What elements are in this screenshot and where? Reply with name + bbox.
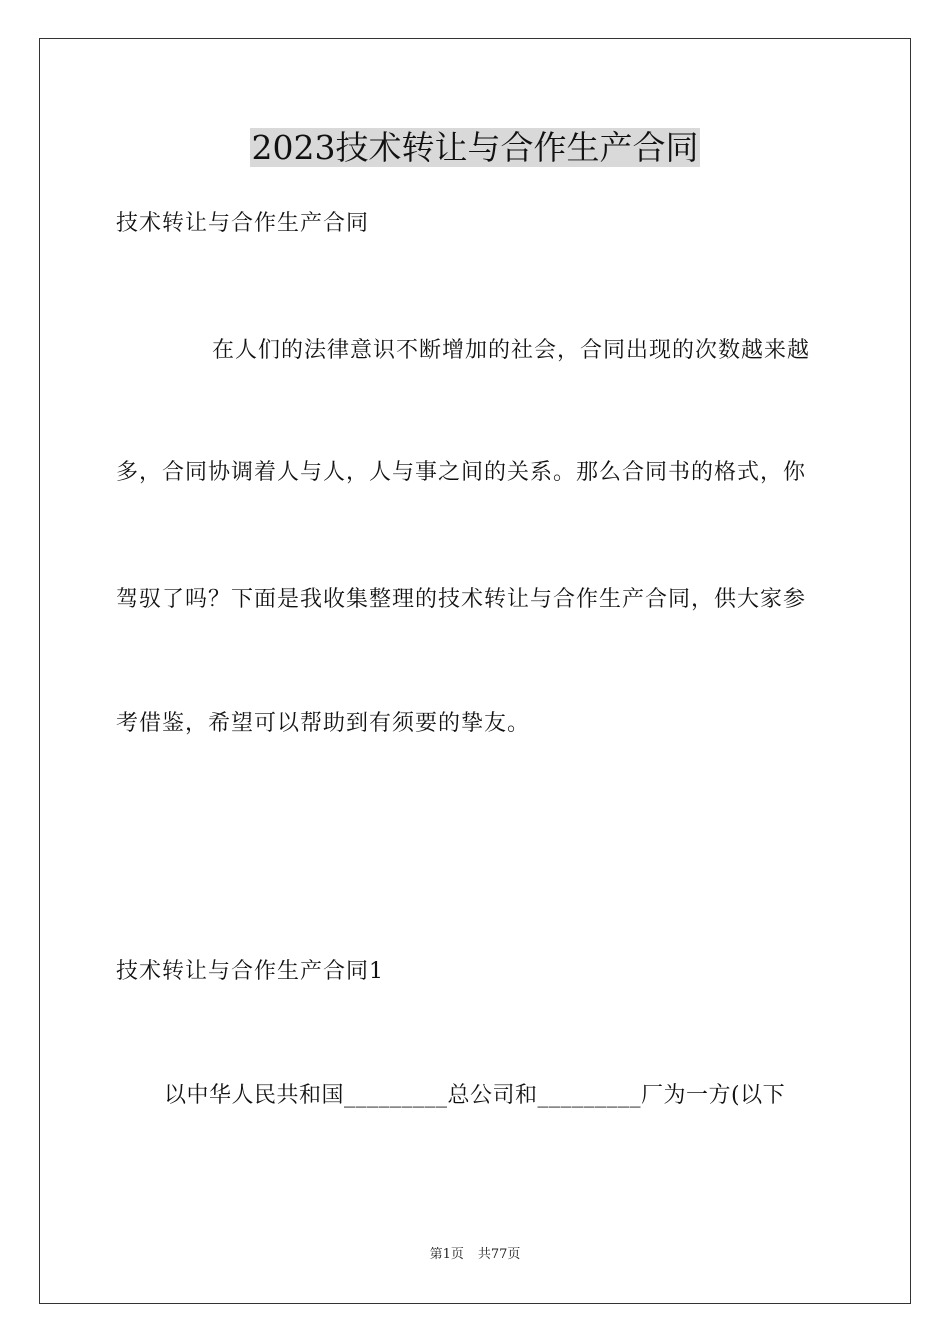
document-title: [0, 127, 950, 169]
intro-line-2: 多，合同协调着人与人，人与事之间的关系。那么合同书的格式，你: [116, 460, 807, 485]
page-number: 第1页: [429, 1247, 464, 1262]
section-heading: 技术转让与合作生产合同1: [116, 959, 384, 984]
contract-body-line: 以中华人民共和国_________总公司和_________厂为一方(以下: [164, 1083, 786, 1108]
page-total: 共77页: [477, 1247, 521, 1262]
intro-line-3: 驾驭了吗？下面是我收集整理的技术转让与合作生产合同，供大家参: [116, 587, 807, 612]
document-subtitle: 技术转让与合作生产合同: [116, 211, 370, 236]
intro-line-4: 考借鉴，希望可以帮助到有须要的挚友。: [116, 711, 531, 736]
intro-line-1: 在人们的法律意识不断增加的社会，合同出现的次数越来越: [212, 338, 811, 363]
page-footer: [0, 1246, 950, 1264]
document-title-text: 2023技术转让与合作生产合同: [251, 128, 699, 167]
